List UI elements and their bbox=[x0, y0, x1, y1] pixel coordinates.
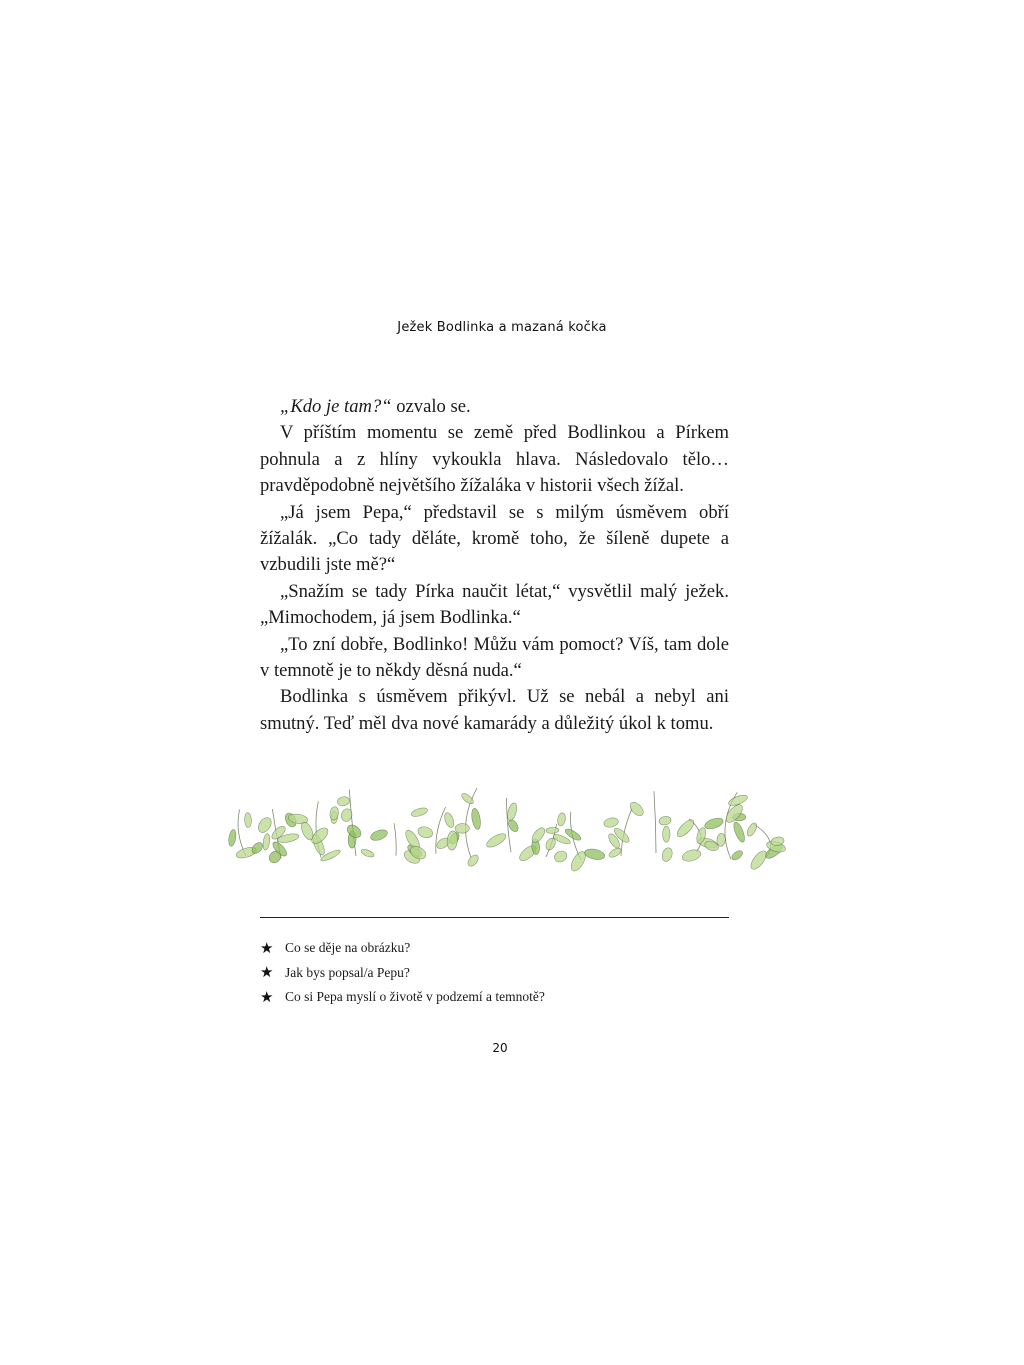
leaf-shape bbox=[369, 828, 389, 843]
leaf-shape bbox=[244, 813, 252, 828]
leaf-group bbox=[228, 788, 786, 872]
star-icon: ★ bbox=[260, 965, 274, 982]
paragraph-6: Bodlinka s úsměvem přikývl. Už se nebál a nebyl ani smutný. Teď měl dva nové kamarády a důležitý úkol k tomu. bbox=[260, 686, 729, 734]
paragraph-4: „Snažím se tady Pírka naučit létat,“ vysvětlil malý ježek. „Mimochodem, já jsem Bodlinka.“ bbox=[260, 580, 729, 629]
question-item bbox=[260, 961, 729, 986]
leaf-shape bbox=[748, 848, 769, 871]
leaf-shape bbox=[716, 833, 726, 847]
leaf-shape bbox=[732, 821, 747, 844]
leaf-shape bbox=[730, 849, 744, 862]
leaf-shape bbox=[443, 811, 456, 828]
question-text: Co si Pepa myslí o životě v podzemí a temnotě? bbox=[285, 989, 545, 1005]
leaf-shape bbox=[446, 830, 458, 850]
leaf-shape bbox=[417, 825, 434, 840]
leaf-shape bbox=[584, 847, 606, 861]
leaf-shape bbox=[703, 816, 724, 831]
leaf-shape bbox=[603, 816, 619, 828]
leaf-shape bbox=[546, 827, 559, 834]
leaf-shape bbox=[506, 802, 518, 822]
leaf-shape bbox=[345, 822, 364, 840]
leaf-shape bbox=[745, 821, 758, 837]
leaf-shape bbox=[628, 800, 646, 818]
leaf-shape bbox=[360, 848, 375, 859]
leaf-shape bbox=[329, 806, 339, 821]
leaf-shape bbox=[337, 796, 351, 807]
divider-line bbox=[260, 917, 729, 918]
dialogue-tag: ozvalo se. bbox=[391, 396, 471, 417]
leaf-shape bbox=[410, 806, 428, 818]
leaf-stem bbox=[394, 823, 396, 855]
question-text: Jak bys popsal/a Pepu? bbox=[285, 964, 410, 980]
dialogue-italic: „Kdo je tam?“ bbox=[280, 396, 392, 417]
leaf-shape bbox=[485, 831, 508, 850]
star-icon: ★ bbox=[260, 989, 274, 1006]
leaf-shape bbox=[340, 808, 353, 823]
leaf-shape bbox=[455, 823, 470, 833]
leaf-shape bbox=[262, 833, 271, 850]
leaf-shape bbox=[470, 808, 482, 830]
leaf-shape bbox=[466, 853, 480, 868]
paragraph-3: „Já jsem Pepa,“ představil se s milým úsměvem obří žížalák. „Co tady děláte, kromě toho, že šíleně dupete a vzbudili jste mě?“ bbox=[260, 501, 729, 576]
leaf-shape bbox=[608, 846, 623, 859]
story-text bbox=[260, 394, 729, 737]
page-number: 20 bbox=[492, 1041, 508, 1055]
question-list bbox=[260, 936, 729, 1010]
leaf-stem bbox=[654, 791, 656, 853]
leaf-shape bbox=[663, 826, 670, 842]
leaf-garland-illustration bbox=[226, 772, 786, 872]
question-text: Co se děje na obrázku? bbox=[285, 940, 411, 956]
leaf-shape bbox=[228, 829, 237, 847]
paragraph-1 bbox=[260, 394, 729, 420]
leaf-shape bbox=[660, 846, 673, 862]
leaf-shape bbox=[460, 792, 475, 806]
star-icon: ★ bbox=[260, 940, 274, 957]
leaf-shape bbox=[681, 848, 702, 863]
leaf-shape bbox=[557, 812, 567, 826]
paragraph-5: „To zní dobře, Bodlinko! Můžu vám pomoct? Víš, tam dole v temnotě je to někdy děsná nuda.“ bbox=[260, 633, 729, 682]
leaf-shape bbox=[658, 815, 672, 826]
question-item bbox=[260, 936, 729, 961]
question-item bbox=[260, 985, 729, 1010]
running-head: Ježek Bodlinka a mazaná kočka bbox=[397, 320, 607, 335]
leaf-shape bbox=[256, 815, 274, 835]
paragraph-2: V příštím momentu se země před Bodlinkou a Pírkem pohnula a z hlíny vykoukla hlava. Následovalo tělo… pravděpodobně největšího žížaláka v historii všech žížal. bbox=[260, 422, 729, 497]
leaf-shape bbox=[675, 817, 697, 839]
leaf-shape bbox=[553, 849, 569, 864]
